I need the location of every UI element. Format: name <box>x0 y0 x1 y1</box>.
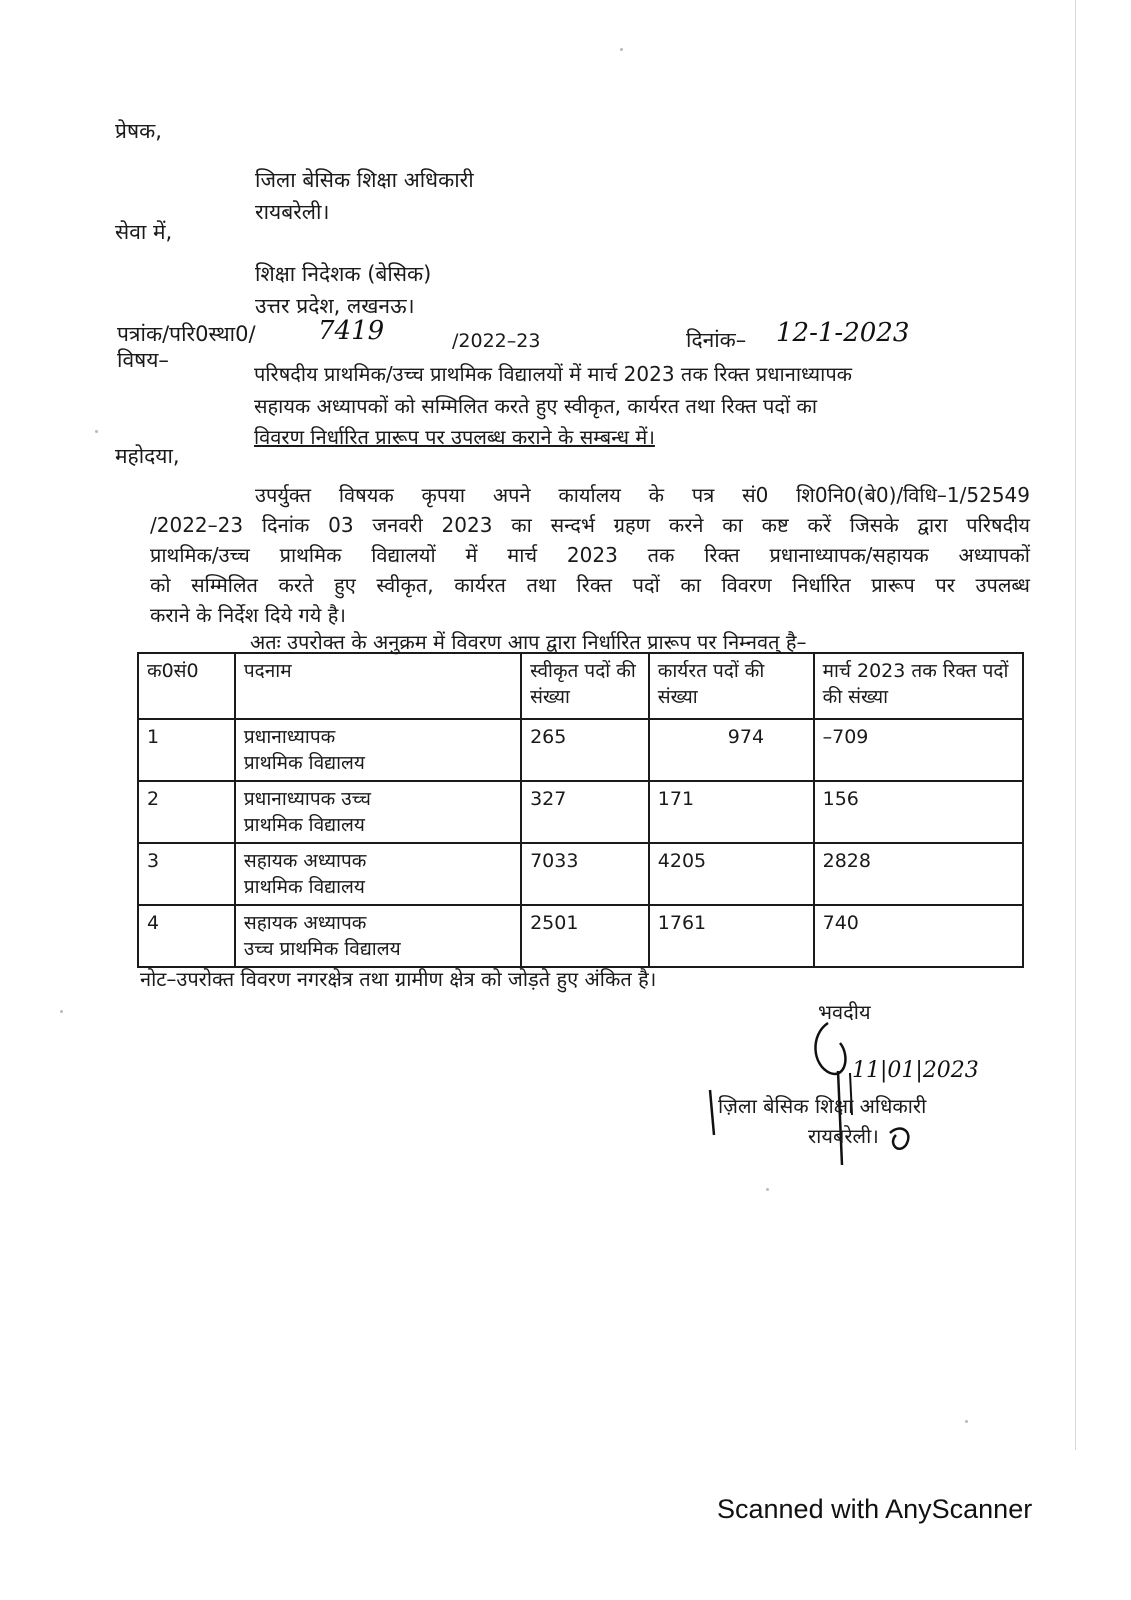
table-intro: अतः उपरोक्त के अनुक्रम में विवरण आप द्वारा निर्धारित प्रारूप पर निम्नवत् है– <box>250 630 807 654</box>
post-line-1: प्रधानाध्यापक उच्च <box>243 788 371 810</box>
table-row <box>138 905 1023 967</box>
signature-closing: भवदीय <box>818 1000 871 1024</box>
body-line-3: प्राथमिक/उच्च प्राथमिक विद्यालयों में मार्च 2023 तक रिक्त प्रधानाध्यापक/सहायक अध्यापकों <box>150 543 1030 567</box>
reference-session: /2022–23 <box>452 330 541 352</box>
cell-post-name <box>235 905 521 967</box>
cell-serial-no: 4 <box>138 905 235 967</box>
scan-speck <box>60 1010 63 1013</box>
cell-sanctioned: 265 <box>521 719 649 781</box>
sender-line-2: रायबरेली। <box>255 200 330 224</box>
reference-date-handwritten: 12-1-2023 <box>776 318 910 348</box>
body-line-5: कराने के निर्देश दिये गये है। <box>150 603 346 627</box>
body-paragraph <box>150 480 1030 630</box>
reference-prefix: पत्रांक/परि0स्था0/ <box>117 322 256 346</box>
scan-speck <box>766 1188 769 1191</box>
body-line-2: /2022–23 दिनांक 03 जनवरी 2023 का सन्दर्भ ग्रहण करने का कष्ट करें जिसके द्वारा परिषदीय <box>150 513 1030 537</box>
header-vacant: मार्च 2023 तक रिक्त पदों की संख्या <box>814 653 1023 719</box>
post-line-2: प्राथमिक विद्यालय <box>243 876 365 898</box>
header-serial-no: क0सं0 <box>138 653 235 719</box>
post-line-1: सहायक अध्यापक <box>243 850 367 872</box>
reference-date-label: दिनांक– <box>686 328 747 352</box>
cell-working: 1761 <box>649 905 814 967</box>
post-line-2: उच्च प्राथमिक विद्यालय <box>243 938 401 960</box>
cell-vacant: 740 <box>814 905 1023 967</box>
vacancy-table <box>137 652 1024 968</box>
cell-working: 4205 <box>649 843 814 905</box>
subject-line-3: विवरण निर्धारित प्रारूप पर उपलब्ध कराने के सम्बन्ध में। <box>254 425 655 449</box>
signature-date-handwritten: 11|01|2023 <box>852 1058 979 1083</box>
sender-label: प्रेषक, <box>115 119 162 143</box>
recipient-line-1: शिक्षा निदेशक (बेसिक) <box>255 262 432 286</box>
header-sanctioned: स्वीकृत पदों की संख्या <box>521 653 649 719</box>
scanner-watermark: Scanned with AnyScanner <box>717 1494 1033 1524</box>
scan-edge-line <box>1075 0 1076 1450</box>
scan-speck <box>965 1420 968 1423</box>
header-working: कार्यरत पदों की संख्या <box>649 653 814 719</box>
header-post-name: पदनाम <box>235 653 521 719</box>
cell-serial-no: 1 <box>138 719 235 781</box>
cell-vacant: –709 <box>814 719 1023 781</box>
cell-sanctioned: 2501 <box>521 905 649 967</box>
signature-title-line-1: ज़िला बेसिक शिक्षा अधिकारी <box>718 1094 927 1118</box>
post-line-2: प्राथमिक विद्यालय <box>243 814 365 836</box>
cell-serial-no: 2 <box>138 781 235 843</box>
cell-post-name <box>235 781 521 843</box>
salutation: महोदया, <box>115 444 180 468</box>
cell-serial-no: 3 <box>138 843 235 905</box>
table-header-row <box>138 653 1023 719</box>
cell-sanctioned: 7033 <box>521 843 649 905</box>
signature-title-line-2: रायबरेली। <box>808 1124 879 1148</box>
subject-line-2: सहायक अध्यापकों को सम्मिलित करते हुए स्वीकृत, कार्यरत तथा रिक्त पदों का <box>254 394 818 418</box>
subject-line-1: परिषदीय प्राथमिक/उच्च प्राथमिक विद्यालयों में मार्च 2023 तक रिक्त प्रधानाध्यापक <box>254 362 853 386</box>
body-line-1: उपर्युक्त विषयक कृपया अपने कार्यालय के पत्र सं0 शि0नि0(बे0)/विधि–1/52549 <box>255 483 1030 507</box>
scan-speck <box>95 430 98 433</box>
recipient-label: सेवा में, <box>115 220 173 244</box>
body-line-4: को सम्मिलित करते हुए स्वीकृत, कार्यरत तथा रिक्त पदों का विवरण निर्धारित प्रारूप पर उपलब्ध <box>150 573 1030 597</box>
cell-vacant: 156 <box>814 781 1023 843</box>
subject-label: विषय– <box>117 348 169 372</box>
cell-post-name <box>235 843 521 905</box>
table-row <box>138 843 1023 905</box>
scan-speck <box>620 48 623 51</box>
cell-post-name <box>235 719 521 781</box>
reference-number-handwritten: 7419 <box>318 316 385 346</box>
table-row <box>138 781 1023 843</box>
cell-working: 974 <box>649 719 814 781</box>
cell-working: 171 <box>649 781 814 843</box>
sender-line-1: जिला बेसिक शिक्षा अधिकारी <box>255 168 474 192</box>
cell-vacant: 2828 <box>814 843 1023 905</box>
note: नोट–उपरोक्त विवरण नगरक्षेत्र तथा ग्रामीण क्षेत्र को जोड़ते हुए अंकित है। <box>140 967 657 991</box>
post-line-1: प्रधानाध्यापक <box>243 726 336 748</box>
recipient-line-2: उत्तर प्रदेश, लखनऊ। <box>255 294 415 318</box>
table-row <box>138 719 1023 781</box>
cell-sanctioned: 327 <box>521 781 649 843</box>
post-line-2: प्राथमिक विद्यालय <box>243 752 365 774</box>
post-line-1: सहायक अध्यापक <box>243 912 367 934</box>
